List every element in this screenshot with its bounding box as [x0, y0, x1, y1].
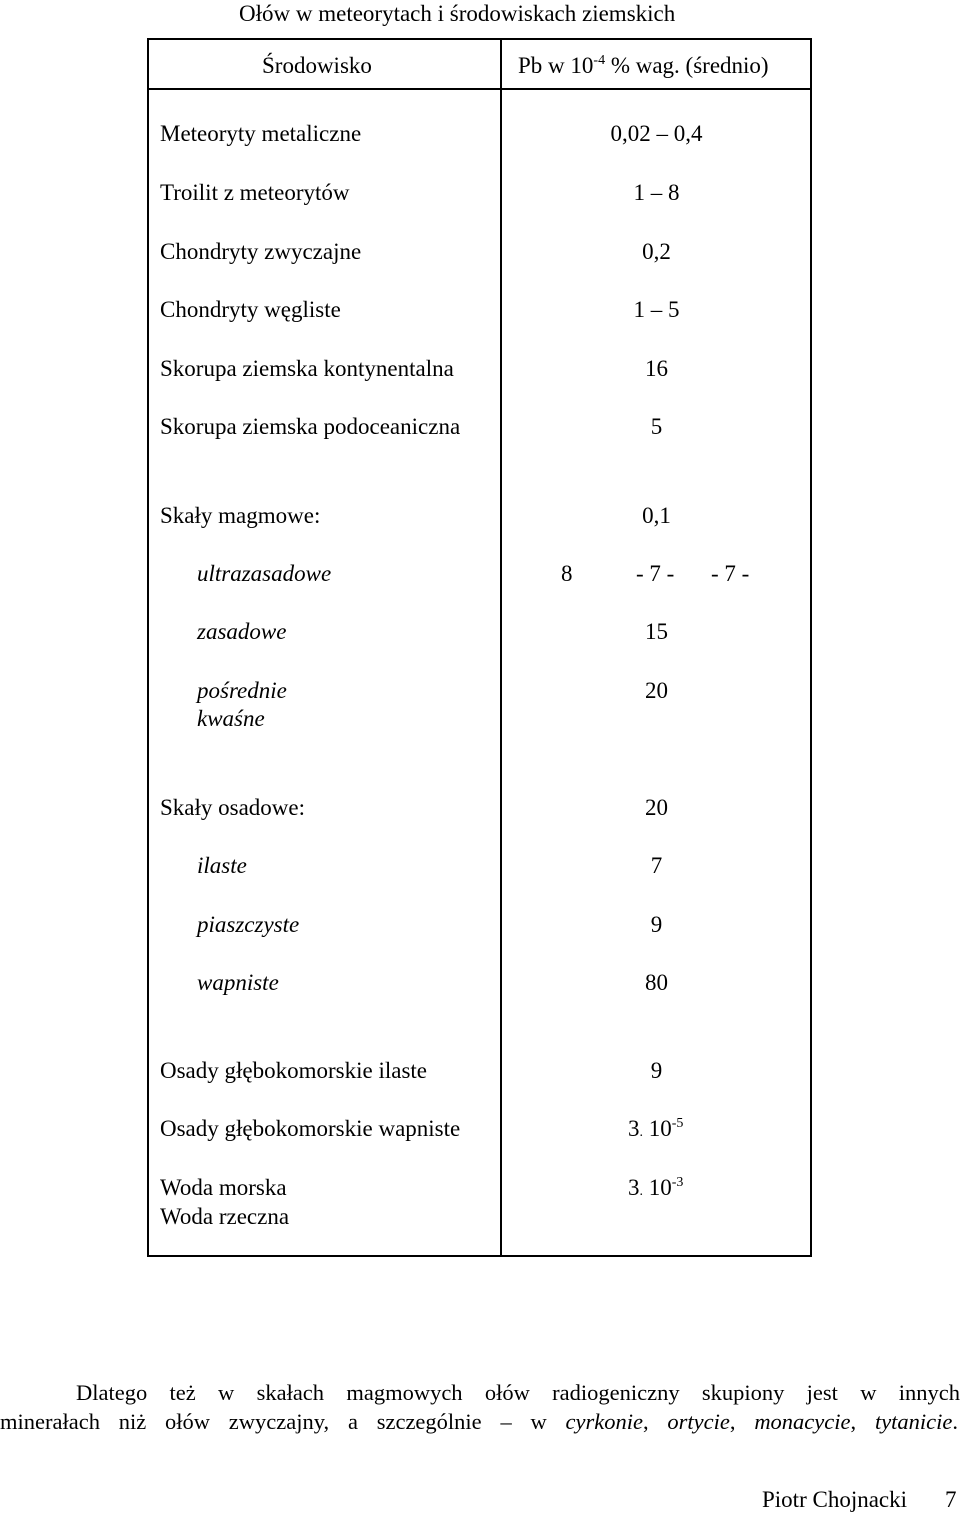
- value-coefficient: 3: [628, 1116, 640, 1141]
- header-lead-content: [518, 54, 769, 77]
- header-lead-unit: % wag. (średnio): [605, 53, 769, 78]
- row-label: piaszczyste: [197, 912, 300, 937]
- row-label: Osady głębokomorskie ilaste: [160, 1058, 428, 1083]
- paragraph-text: minerałach niż ołów zwyczajny, a szczególnie – w: [0, 1409, 566, 1434]
- row-label: kwaśne: [197, 706, 265, 731]
- row-value: 80: [645, 970, 668, 995]
- row-value: 0,2: [642, 239, 671, 264]
- row-value: 9: [650, 912, 663, 937]
- mineral-name: cyrkonie: [565, 1409, 643, 1434]
- value-exponent: -3: [671, 1175, 684, 1190]
- footer-page-number: 7: [945, 1487, 957, 1512]
- footer-author: Piotr Chojnacki: [762, 1487, 908, 1512]
- row-label: Skały osadowe:: [160, 795, 306, 820]
- paragraph-line-1: Dlatego też w skałach magmowych ołów radiogeniczny skupiony jest w innych: [76, 1380, 960, 1405]
- row-value: 0,1: [642, 503, 671, 528]
- row-value: [628, 1117, 683, 1140]
- separator: ,: [850, 1409, 875, 1434]
- paragraph-line-2: [0, 1407, 958, 1436]
- row-value: 7: [650, 853, 663, 878]
- row-label: Chondryty zwyczajne: [160, 239, 362, 264]
- period: .: [952, 1409, 959, 1434]
- mineral-name: ortycie: [667, 1409, 730, 1434]
- row-value: 5: [650, 414, 663, 439]
- header-lead-base: Pb w 10: [518, 53, 594, 78]
- row-value-1: 8: [561, 561, 573, 586]
- mineral-name: monacycie: [754, 1409, 851, 1434]
- row-value: 1 – 8: [633, 180, 680, 205]
- value-coefficient: 3: [628, 1175, 640, 1200]
- row-label: pośrednie: [197, 678, 287, 703]
- value-dot: .: [639, 1184, 643, 1199]
- header-divider: [147, 88, 812, 90]
- row-value: 9: [650, 1058, 663, 1083]
- row-label: zasadowe: [197, 619, 287, 644]
- separator: ,: [643, 1409, 668, 1434]
- row-value: 16: [645, 356, 668, 381]
- row-label: Woda rzeczna: [160, 1204, 290, 1229]
- body-paragraph: [0, 1378, 960, 1436]
- row-value: [628, 1176, 683, 1199]
- value-base: 10: [643, 1175, 672, 1200]
- row-label: Troilit z meteorytów: [160, 180, 350, 205]
- row-label: Meteoryty metaliczne: [160, 121, 362, 146]
- row-label: ilaste: [197, 853, 247, 878]
- separator: ,: [729, 1409, 755, 1434]
- mineral-name: tytanicie: [874, 1409, 953, 1434]
- row-value-3: - 7 -: [711, 561, 750, 586]
- row-label: Woda morska: [160, 1175, 287, 1200]
- header-environment: Środowisko: [262, 53, 372, 78]
- row-label: Skorupa ziemska podoceaniczna: [160, 414, 461, 439]
- header-lead-exponent: -4: [593, 53, 606, 68]
- row-value: 20: [645, 678, 668, 703]
- row-label: Chondryty węgliste: [160, 297, 341, 322]
- value-dot: .: [639, 1125, 643, 1140]
- row-value: 0,02 – 0,4: [610, 121, 703, 146]
- value-base: 10: [643, 1116, 672, 1141]
- row-label: Osady głębokomorskie wapniste: [160, 1116, 461, 1141]
- row-value: 20: [645, 795, 668, 820]
- row-value-2: - 7 -: [636, 561, 675, 586]
- row-label: wapniste: [197, 970, 279, 995]
- value-exponent: -5: [671, 1116, 684, 1131]
- row-label: Skorupa ziemska kontynentalna: [160, 356, 454, 381]
- row-label: Skały magmowe:: [160, 503, 321, 528]
- page-title: Ołów w meteorytach i środowiskach ziemskich: [239, 1, 676, 26]
- row-value: 1 – 5: [633, 297, 680, 322]
- row-label: ultrazasadowe: [197, 561, 332, 586]
- row-value: 15: [645, 619, 668, 644]
